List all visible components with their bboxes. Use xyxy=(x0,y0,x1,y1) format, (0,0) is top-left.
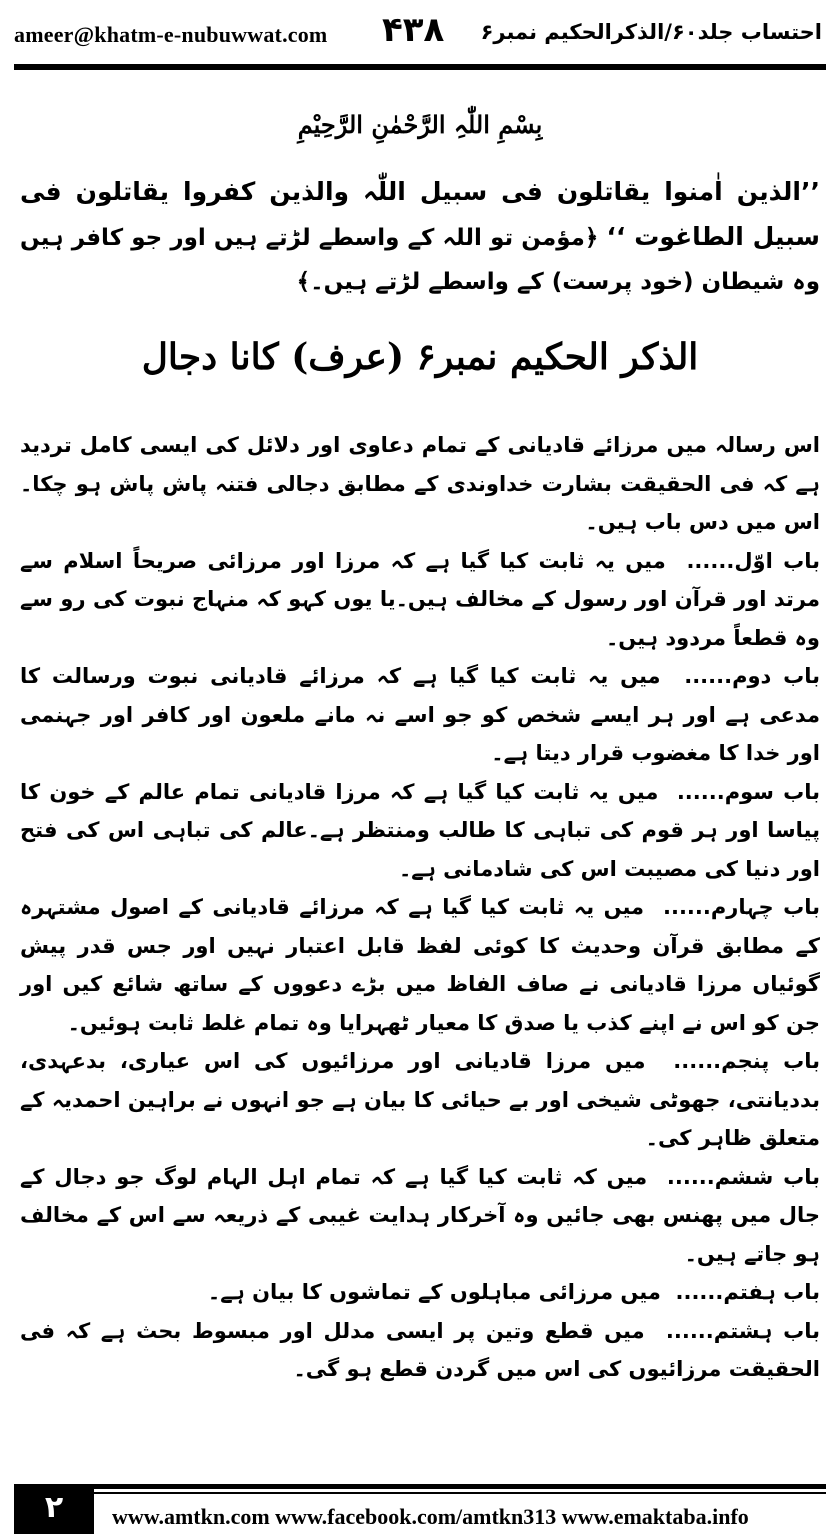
chapter-label: باب سوم...... xyxy=(676,779,821,804)
chapter-text: میں مرزائی مباہلوں کے تماشوں کا بیان ہے۔ xyxy=(207,1280,661,1304)
chapter-text: میں مرزا قادیانی اور مرزائیوں کی اس عیاری، بدعہدی، بددیانتی، جھوٹی شیخی اور بے حیائی کا بیان ہے جو انہوں نے براہین احمدیہ کے متعلق ظاہر کی۔ xyxy=(20,1049,820,1150)
chapter-label: باب ششم...... xyxy=(666,1164,820,1189)
chapter-text: میں یہ ثابت کیا گیا ہے کہ مرزائے قادیانی کے اصول مشتہرہ کے مطابق قرآن وحدیث کا کوئی لفظ قابل اعتبار نہیں اور جس قدر پیش گوئیاں مرزا قادیانی نے صاف الفاظ میں بڑے دعووں کے ساتھ شائع کیں اور جن کو اس نے اپنے کذب یا صدق کا معیار ٹھہرایا وہ تمام غلط ثابت ہوئیں۔ xyxy=(20,895,820,1035)
opening-verse xyxy=(20,170,820,304)
chapter-label: باب دوم...... xyxy=(684,664,821,688)
chapter-paragraph xyxy=(20,888,820,1042)
chapter-label: باب چہارم...... xyxy=(662,895,820,919)
header-divider xyxy=(14,64,826,70)
verse-translation: ﴿مؤمن تو اللہ کے واسطے لڑتے ہیں اور جو کافر ہیں وہ شیطان (خود پرست) کے واسطے لڑتے ہیں۔﴾ xyxy=(20,225,820,295)
chapter-text: میں یہ ثابت کیا گیا ہے کہ مرزائے قادیانی نبوت ورسالت کا مدعی ہے اور ہر ایسے شخص کو جو اسے نہ مانے ملعون اور کافر اور جہنمی اور خدا کا مغضوب قرار دیتا ہے۔ xyxy=(20,664,820,765)
header-book-title: احتساب جلد۶۰/الذکرالحکیم نمبر۶ xyxy=(480,20,822,44)
chapter-paragraph xyxy=(20,1158,820,1274)
footer-divider xyxy=(94,1484,826,1489)
chapter-paragraph xyxy=(20,773,820,889)
bismillah: بِسْمِ اللّٰہِ الرَّحْمٰنِ الرَّحِیْمِ xyxy=(297,110,543,139)
chapter-paragraph xyxy=(20,1042,820,1158)
header-email: ameer@khatm-e-nubuwwat.com xyxy=(14,22,328,47)
footer-divider-thin xyxy=(94,1492,826,1494)
chapter-label: باب ہفتم...... xyxy=(675,1280,820,1304)
chapter-text: میں کہ ثابت کیا گیا ہے کہ تمام اہل الہام لوگ جو دجال کے جال میں پھنس بھی جائیں وہ آخرکار ہدایت غیبی کے ذریعہ سے اس کے مخالف ہو جاتے ہیں۔ xyxy=(20,1164,820,1266)
chapter-paragraph xyxy=(20,1312,820,1389)
chapter-text: میں قطع وتین پر ایسی مدلل اور مبسوط بحث ہے کہ فی الحقیقت مرزائیوں کی اس میں گردن قطع ہو گی۔ xyxy=(20,1318,820,1381)
verse-arabic: ’’الذین اٰمنوا یقاتلون فی سبیل اللّٰہ والذین کفروا یقاتلون فی سبیل الطاغوت ‘‘ xyxy=(20,177,820,251)
footer-links: www.amtkn.com www.facebook.com/amtkn313 www.emaktaba.info xyxy=(112,1504,749,1529)
chapter-label: باب ہشتم...... xyxy=(665,1318,820,1343)
chapter-paragraph xyxy=(20,542,820,658)
page-title: الذکر الحکیم نمبر۶ (عرف) کانا دجال xyxy=(141,336,699,378)
chapter-label: باب پنجم...... xyxy=(673,1049,821,1073)
chapter-text: میں یہ ثابت کیا گیا ہے کہ مرزا اور مرزائی صریحاً اسلام سے مرتد اور قرآن اور رسول کے مخالف ہیں۔یا یوں کہو کہ منہاج نبوت کی رو سے وہ قطعاً مردود ہیں۔ xyxy=(20,548,820,650)
intro-paragraph: اس رسالہ میں مرزائے قادیانی کے تمام دعاوی اور دلائل کی ایسی کامل تردید ہے کہ فی الحقیقت بشارت خداوندی کے مطابق دجالی فتنہ پاش پاش ہو چکا۔اس میں دس باب ہیں۔ xyxy=(20,433,820,534)
chapter-label: باب اوّل...... xyxy=(686,548,821,573)
footer-page-label: ۲ xyxy=(14,1484,94,1534)
header-page-number: ۴۳۸ xyxy=(382,10,445,50)
chapter-text: میں یہ ثابت کیا گیا ہے کہ مرزا قادیانی تمام عالم کے خون کا پیاسا اور ہر قوم کی تباہی کا طالب ومنتظر ہے۔عالم کی تباہی اس کی فتح اور دنیا کی مصیبت اس کی شادمانی ہے۔ xyxy=(20,779,820,881)
page-header xyxy=(14,6,826,58)
chapter-paragraph xyxy=(20,1273,820,1312)
chapter-paragraph xyxy=(20,657,820,773)
body-content xyxy=(20,426,820,1389)
